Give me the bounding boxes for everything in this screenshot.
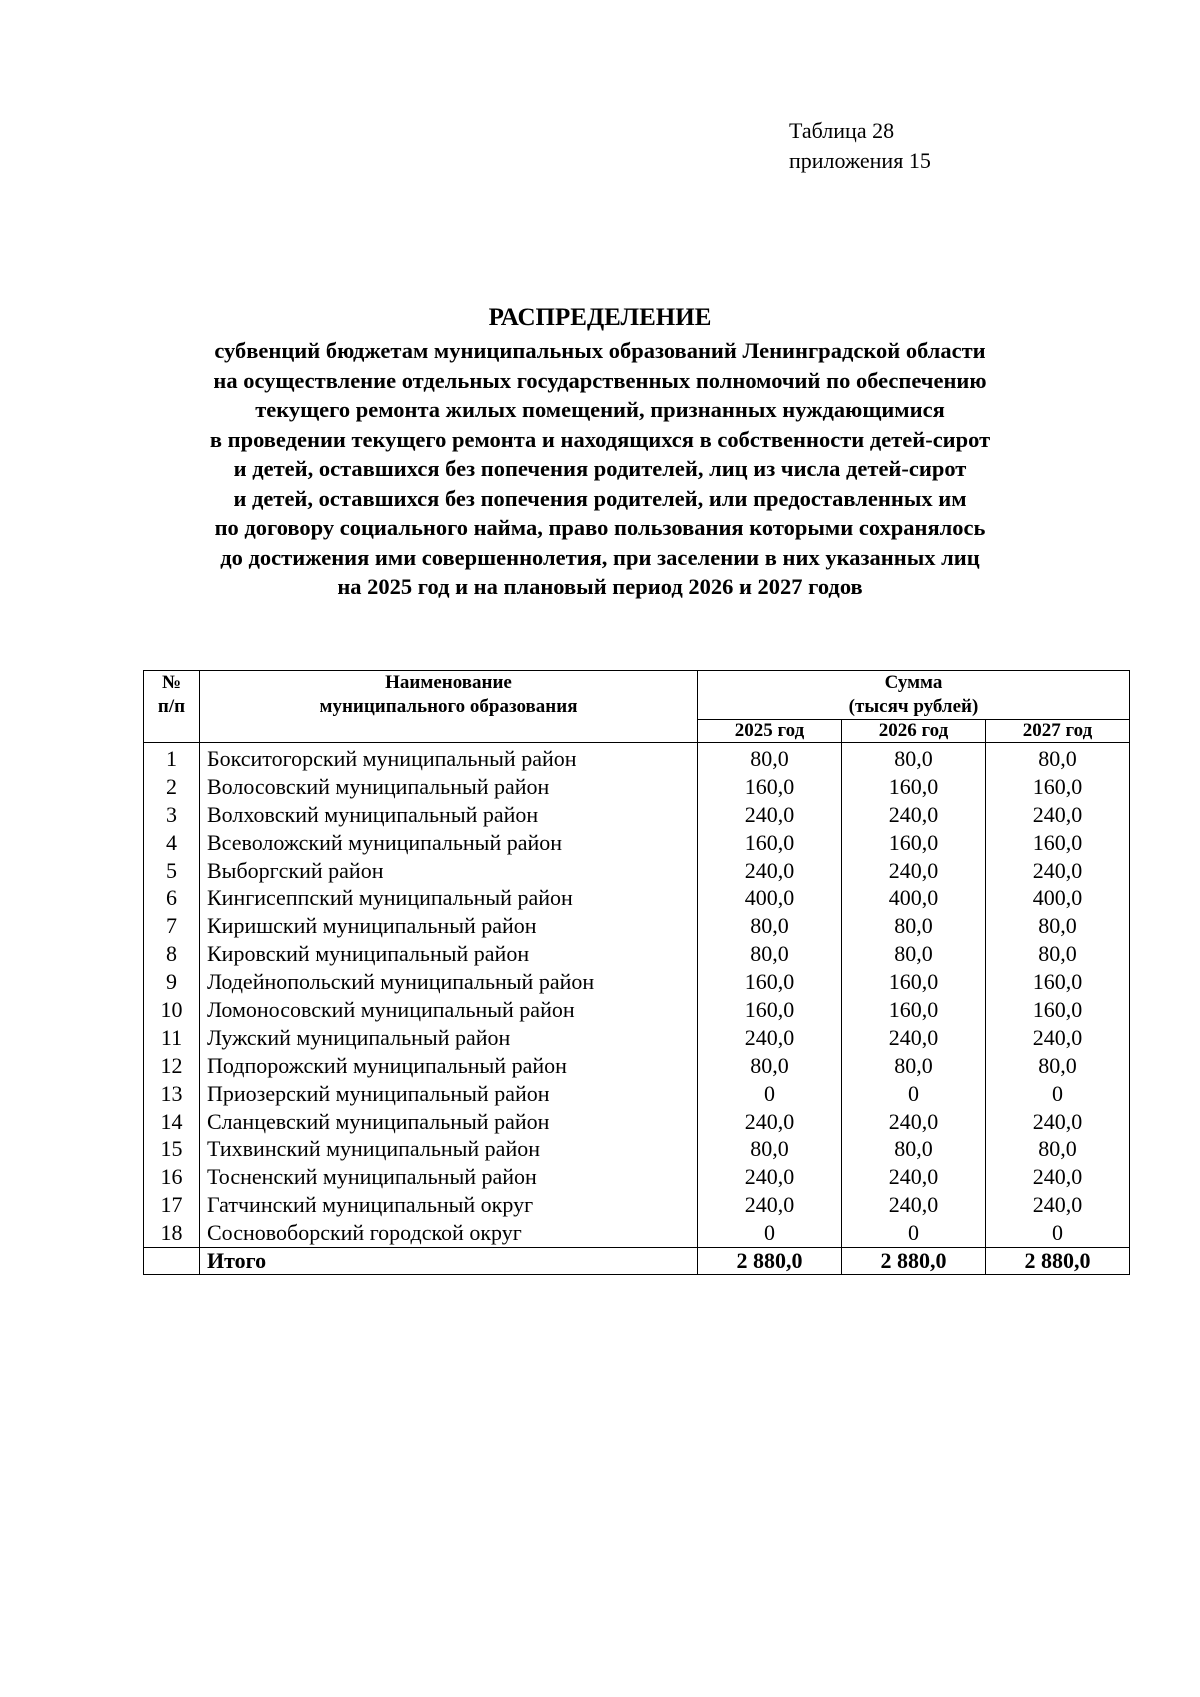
- row-number: 17: [144, 1191, 200, 1219]
- row-name: Гатчинский муниципальный округ: [200, 1191, 698, 1219]
- row-value-2025: 0: [698, 1219, 842, 1247]
- header-sum-line1: Сумма: [884, 672, 943, 693]
- row-value-2026: 80,0: [842, 1135, 986, 1163]
- subtitle-line: на осуществление отдельных государственных полномочий по обеспечению: [213, 367, 987, 393]
- row-value-2026: 160,0: [842, 996, 986, 1024]
- row-number: 13: [144, 1080, 200, 1108]
- row-number: 11: [144, 1024, 200, 1052]
- row-number: 12: [144, 1052, 200, 1080]
- row-number: 10: [144, 996, 200, 1024]
- subtitle-line: на 2025 год и на плановый период 2026 и 2027 годов: [337, 574, 863, 599]
- table-row: [144, 773, 1130, 801]
- row-value-2026: 80,0: [842, 743, 986, 773]
- row-value-2025: 160,0: [698, 968, 842, 996]
- row-number: 7: [144, 912, 200, 940]
- subtitle-line: и детей, оставшихся без попечения родителей, или предоставленных им: [233, 485, 967, 511]
- row-number: 5: [144, 857, 200, 885]
- row-value-2025: 240,0: [698, 801, 842, 829]
- subvention-table: [143, 670, 1130, 1275]
- row-value-2026: 160,0: [842, 773, 986, 801]
- table-header-row: [144, 671, 1130, 720]
- row-value-2027: 240,0: [986, 857, 1130, 885]
- table-row: [144, 1191, 1130, 1219]
- row-value-2027: 0: [986, 1219, 1130, 1247]
- row-number: 14: [144, 1108, 200, 1136]
- row-value-2025: 240,0: [698, 1191, 842, 1219]
- row-name: Кингисеппский муниципальный район: [200, 884, 698, 912]
- row-value-2025: 400,0: [698, 884, 842, 912]
- total-label: Итого: [200, 1248, 698, 1275]
- row-value-2026: 240,0: [842, 1108, 986, 1136]
- subtitle-line: в проведении текущего ремонта и находящихся в собственности детей-сирот: [209, 426, 991, 452]
- row-number: 16: [144, 1163, 200, 1191]
- row-number: 15: [144, 1135, 200, 1163]
- row-value-2026: 160,0: [842, 968, 986, 996]
- header-number-line2: п/п: [157, 696, 186, 717]
- document-title: РАСПРЕДЕЛЕНИЕ: [488, 304, 712, 331]
- row-value-2027: 0: [986, 1080, 1130, 1108]
- row-value-2027: 80,0: [986, 1135, 1130, 1163]
- row-value-2025: 80,0: [698, 940, 842, 968]
- table-row: [144, 1080, 1130, 1108]
- subtitle-line: до достижения ими совершеннолетия, при заселении в них указанных лиц: [220, 544, 980, 570]
- row-value-2025: 240,0: [698, 857, 842, 885]
- row-number: 18: [144, 1219, 200, 1247]
- row-value-2025: 160,0: [698, 996, 842, 1024]
- row-value-2025: 240,0: [698, 1163, 842, 1191]
- row-value-2027: 80,0: [986, 940, 1130, 968]
- row-value-2027: 160,0: [986, 968, 1130, 996]
- table-reference: [789, 116, 931, 176]
- header-name: [200, 671, 698, 743]
- row-value-2027: 240,0: [986, 801, 1130, 829]
- subtitle-line: по договору социального найма, право пользования которыми сохранялось: [214, 515, 986, 540]
- row-value-2025: 160,0: [698, 829, 842, 857]
- row-value-2026: 80,0: [842, 940, 986, 968]
- table-body: [144, 743, 1130, 1248]
- document-heading: [100, 300, 1100, 602]
- row-number: 4: [144, 829, 200, 857]
- row-value-2027: 240,0: [986, 1024, 1130, 1052]
- row-value-2027: 240,0: [986, 1191, 1130, 1219]
- row-value-2025: 0: [698, 1080, 842, 1108]
- row-number: 9: [144, 968, 200, 996]
- row-value-2026: 240,0: [842, 1191, 986, 1219]
- row-value-2026: 240,0: [842, 1163, 986, 1191]
- row-value-2027: 160,0: [986, 773, 1130, 801]
- header-name-line1: Наименование: [385, 672, 512, 693]
- total-number-cell: [144, 1248, 200, 1275]
- row-value-2026: 0: [842, 1080, 986, 1108]
- total-row: [144, 1248, 1130, 1275]
- header-sum-line2: (тысяч рублей): [848, 696, 979, 717]
- row-value-2027: 80,0: [986, 912, 1130, 940]
- row-name: Волосовский муниципальный район: [200, 773, 698, 801]
- row-value-2027: 80,0: [986, 1052, 1130, 1080]
- row-number: 2: [144, 773, 200, 801]
- table-row: [144, 857, 1130, 885]
- table-row: [144, 884, 1130, 912]
- total-2027: 2 880,0: [986, 1248, 1130, 1275]
- table-row: [144, 968, 1130, 996]
- row-name: Лодейнопольский муниципальный район: [200, 968, 698, 996]
- row-name: Ломоносовский муниципальный район: [200, 996, 698, 1024]
- table-row: [144, 912, 1130, 940]
- row-number: 3: [144, 801, 200, 829]
- header-number-line1: №: [161, 672, 182, 693]
- subtitle-line: текущего ремонта жилых помещений, признанных нуждающимися: [255, 397, 945, 422]
- row-value-2025: 80,0: [698, 1135, 842, 1163]
- header-year-2026: 2026 год: [842, 720, 986, 743]
- table-row: [144, 940, 1130, 968]
- row-name: Лужский муниципальный район: [200, 1024, 698, 1052]
- row-value-2027: 400,0: [986, 884, 1130, 912]
- table-row: [144, 1219, 1130, 1247]
- table-row: [144, 1163, 1130, 1191]
- row-name: Сланцевский муниципальный район: [200, 1108, 698, 1136]
- table-row: [144, 801, 1130, 829]
- row-name: Сосновоборский городской округ: [200, 1219, 698, 1247]
- subtitle-line: субвенций бюджетам муниципальных образований Ленинградской области: [214, 338, 986, 363]
- table-row: [144, 1108, 1130, 1136]
- row-name: Волховский муниципальный район: [200, 801, 698, 829]
- row-name: Подпорожский муниципальный район: [200, 1052, 698, 1080]
- row-name: Киришский муниципальный район: [200, 912, 698, 940]
- subtitle-line: и детей, оставшихся без попечения родителей, лиц из числа детей-сирот: [233, 456, 967, 481]
- row-name: Тихвинский муниципальный район: [200, 1135, 698, 1163]
- row-name: Бокситогорский муниципальный район: [200, 743, 698, 773]
- header-year-2025: 2025 год: [698, 720, 842, 743]
- table-row: [144, 829, 1130, 857]
- table-row: [144, 1135, 1130, 1163]
- appendix-number: приложения 15: [789, 148, 931, 173]
- row-value-2027: 160,0: [986, 829, 1130, 857]
- table-number: Таблица 28: [789, 118, 895, 143]
- header-year-2027: 2027 год: [986, 720, 1130, 743]
- table-row: [144, 1024, 1130, 1052]
- row-value-2026: 160,0: [842, 829, 986, 857]
- row-name: Тосненский муниципальный район: [200, 1163, 698, 1191]
- row-value-2025: 240,0: [698, 1108, 842, 1136]
- row-name: Выборгский район: [200, 857, 698, 885]
- row-value-2026: 80,0: [842, 1052, 986, 1080]
- header-sum: [698, 671, 1130, 720]
- total-2025: 2 880,0: [698, 1248, 842, 1275]
- table-row: [144, 996, 1130, 1024]
- row-value-2025: 160,0: [698, 773, 842, 801]
- table-row: [144, 743, 1130, 773]
- row-value-2027: 240,0: [986, 1163, 1130, 1191]
- row-name: Приозерский муниципальный район: [200, 1080, 698, 1108]
- row-number: 8: [144, 940, 200, 968]
- row-name: Всеволожский муниципальный район: [200, 829, 698, 857]
- row-value-2025: 240,0: [698, 1024, 842, 1052]
- row-value-2026: 400,0: [842, 884, 986, 912]
- row-number: 6: [144, 884, 200, 912]
- header-name-line2: муниципального образования: [319, 696, 578, 717]
- row-value-2026: 0: [842, 1219, 986, 1247]
- row-value-2025: 80,0: [698, 912, 842, 940]
- row-name: Кировский муниципальный район: [200, 940, 698, 968]
- row-value-2027: 240,0: [986, 1108, 1130, 1136]
- row-value-2026: 240,0: [842, 1024, 986, 1052]
- row-value-2025: 80,0: [698, 1052, 842, 1080]
- row-value-2026: 240,0: [842, 857, 986, 885]
- row-value-2027: 160,0: [986, 996, 1130, 1024]
- row-number: 1: [144, 743, 200, 773]
- row-value-2027: 80,0: [986, 743, 1130, 773]
- row-value-2026: 80,0: [842, 912, 986, 940]
- total-2026: 2 880,0: [842, 1248, 986, 1275]
- row-value-2026: 240,0: [842, 801, 986, 829]
- table-row: [144, 1052, 1130, 1080]
- header-number: [144, 671, 200, 743]
- row-value-2025: 80,0: [698, 743, 842, 773]
